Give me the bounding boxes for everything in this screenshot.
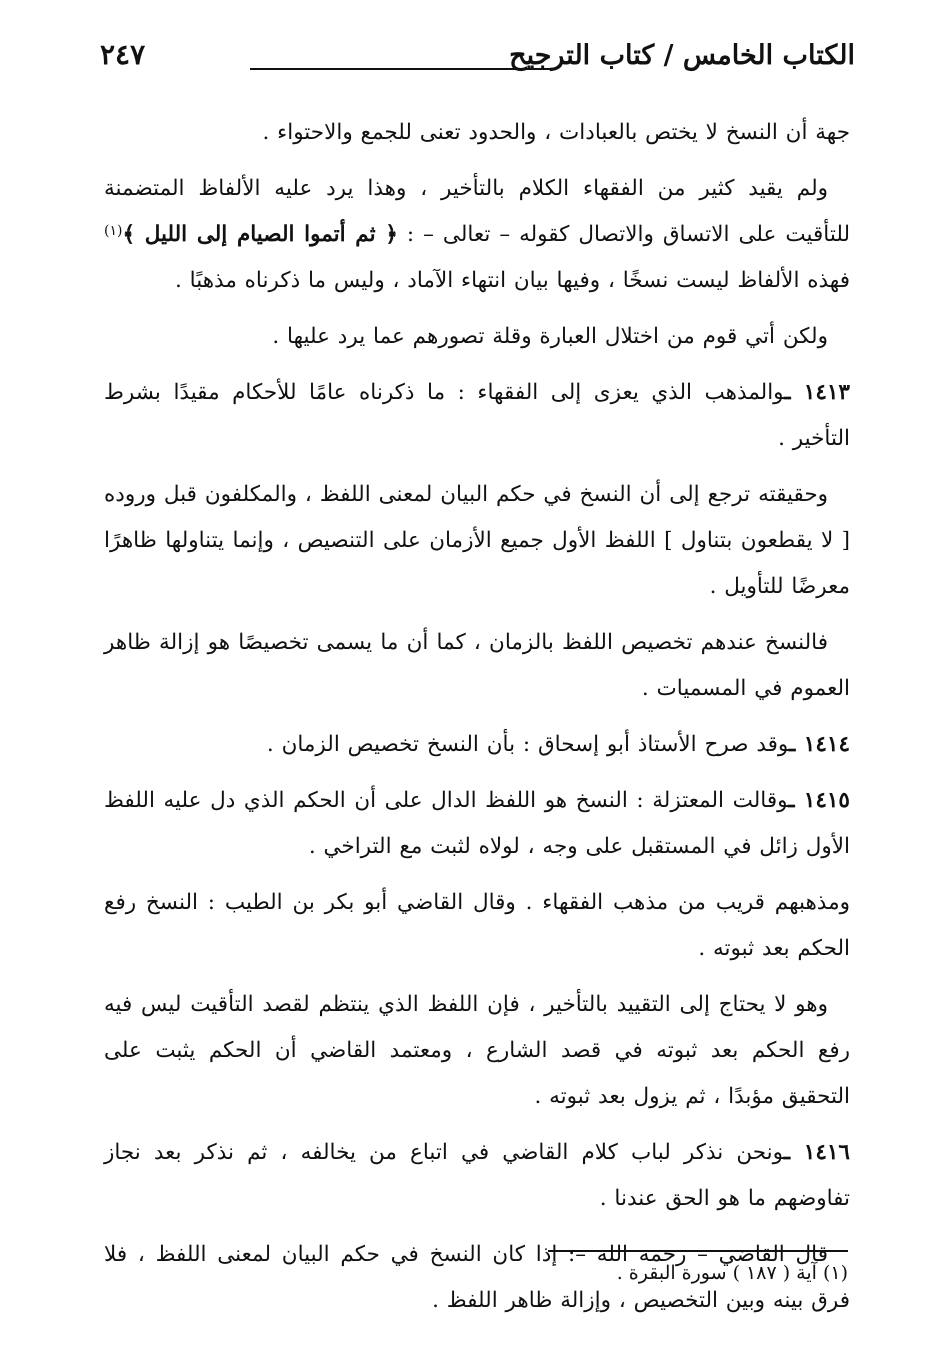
paragraph: فالنسخ عندهم تخصيص اللفظ بالزمان ، كما أن ما يسمى تخصيصًا هو إزالة ظاهر العموم في المسميات .	[104, 630, 850, 701]
running-title: الكتاب الخامس / كتاب الترجيح	[509, 40, 855, 71]
paragraph-text: ونحن نذكر لباب كلام القاضي في اتباع من يخالفه ، ثم نذكر بعد نجاز تفاوضهم ما هو الحق عندنا .	[104, 1140, 850, 1211]
quran-verse: ﴿ ثم أتموا الصيام إلى الليل ﴾	[122, 222, 398, 247]
page-number: ٢٤٧	[100, 38, 146, 71]
footnote-rule	[548, 1250, 848, 1252]
paragraph-text: ولم يقيد كثير من الفقهاء الكلام بالتأخير ، وهذا يرد عليه الألفاظ المتضمنة للتأقيت على الاتساق والاتصال كقوله – تعالى – :	[104, 176, 850, 247]
numbered-paragraph	[104, 370, 850, 462]
paragraph-text: وقد صرح الأستاذ أبو إسحاق : بأن النسخ تخصيص الزمان .	[266, 732, 789, 757]
paragraph: ومذهبهم قريب من مذهب الفقهاء . وقال القاضي أبو بكر بن الطيب : النسخ رفع الحكم بعد ثبوته .	[104, 890, 850, 961]
paragraph-text: فهذه الألفاظ ليست نسخًا ، وفيها بيان انتهاء الآماد ، وليس ما ذكرناه مذهبًا .	[174, 268, 850, 293]
paragraph-number: ١٤١٦ ـ	[783, 1140, 850, 1165]
paragraph: وحقيقته ترجع إلى أن النسخ في حكم البيان لمعنى اللفظ ، والمكلفون قبل وروده [ لا يقطعون بتناول ] اللفظ الأول جميع الأزمان على التنصيص ، وإنما يتناولها ظاهرًا معرضًا للتأويل .	[104, 482, 850, 599]
footnote: (١) آية ( ١٨٧ ) سورة البقرة .	[616, 1262, 848, 1284]
paragraph	[104, 166, 850, 304]
page-body	[104, 110, 850, 1334]
footnote-marker: (١)	[104, 223, 123, 239]
paragraph-text: والمذهب الذي يعزى إلى الفقهاء : ما ذكرناه عامًا للأحكام مقيدًا بشرط التأخير .	[104, 380, 850, 451]
paragraph-text: وقالت المعتزلة : النسخ هو اللفظ الدال على أن الحكم الذي دل عليه اللفظ الأول زائل في المستقبل على وجه ، لولاه لثبت مع التراخي .	[104, 788, 850, 859]
paragraph: قال القاضي – رحمه الله –: إذا كان النسخ في حكم البيان لمعنى اللفظ ، فلا فرق بينه وبين التخصيص ، وإزالة ظاهر اللفظ .	[104, 1242, 850, 1313]
paragraph: ولكن أتي قوم من اختلال العبارة وقلة تصورهم عما يرد عليها .	[272, 324, 828, 349]
paragraph: جهة أن النسخ لا يختص بالعبادات ، والحدود تعنى للجمع والاحتواء .	[262, 120, 850, 145]
paragraph: وهو لا يحتاج إلى التقييد بالتأخير ، فإن اللفظ الذي ينتظم لقصد التأقيت ليس فيه رفع الحكم بعد ثبوته في قصد الشارع ، ومعتمد القاضي أن الحكم يثبت على التحقيق مؤبدًا ، ثم يزول بعد ثبوته .	[104, 992, 850, 1109]
paragraph-number: ١٤١٥ ـ	[788, 788, 850, 813]
header-rule	[250, 68, 555, 70]
paragraph-number: ١٤١٤ ـ	[789, 732, 850, 757]
numbered-paragraph	[104, 722, 850, 768]
numbered-paragraph	[104, 1130, 850, 1222]
paragraph-number: ١٤١٣ ـ	[784, 380, 850, 405]
page-header	[100, 40, 855, 90]
numbered-paragraph	[104, 778, 850, 870]
